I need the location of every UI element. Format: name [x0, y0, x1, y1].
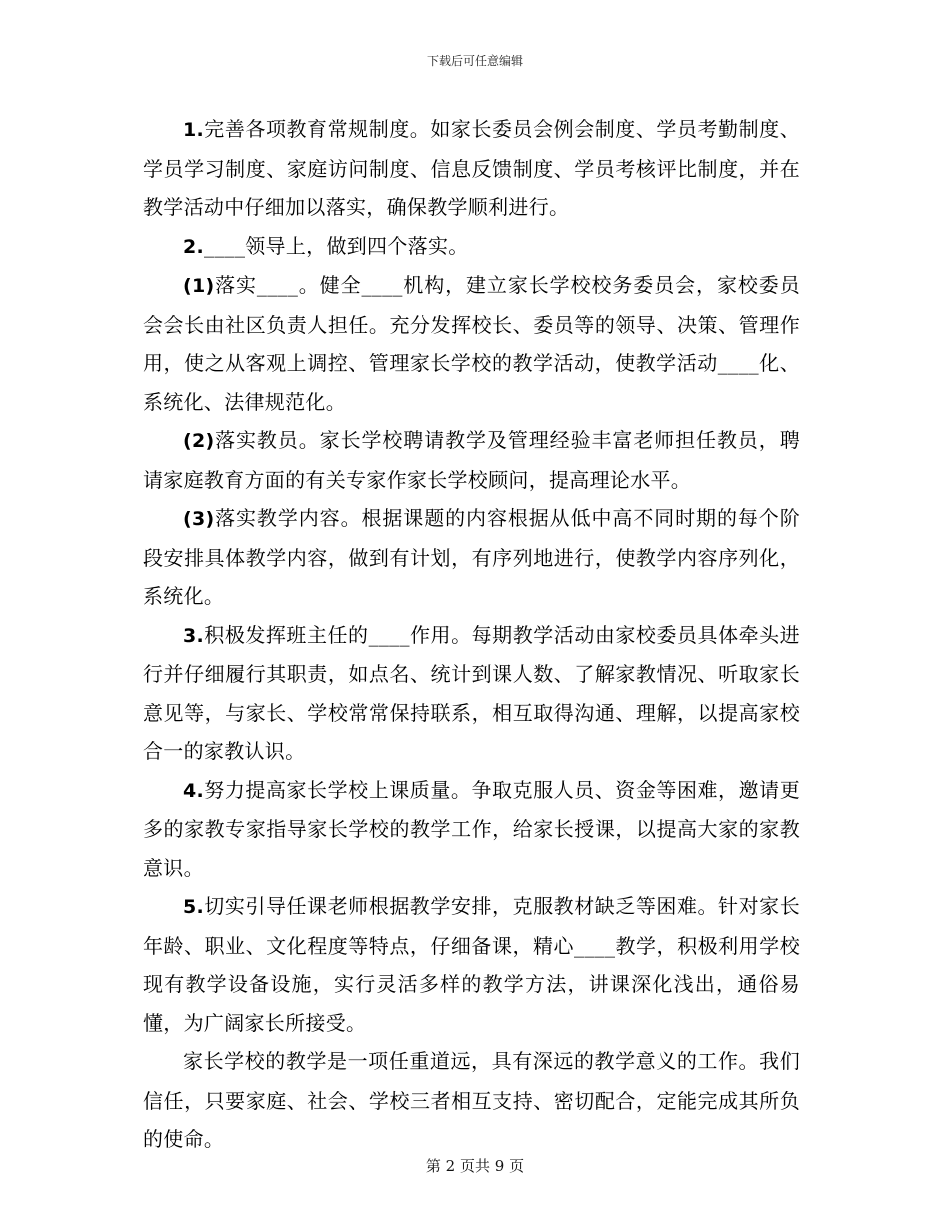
paragraph-subitem-1 — [143, 266, 800, 421]
paragraph-item-2 — [143, 227, 800, 267]
paragraph-text: 切实引导任课老师根据教学安排，克服教材缺乏等困难。针对家长年龄、职业、文化程度等特点，仔细备课，精心____教学，积极利用学校现有教学设备设施，实行灵活多样的教学方法，讲课深化浅出，通俗易懂，为广阔家长所接受。 — [143, 894, 800, 1035]
paragraph-item-3 — [143, 616, 800, 771]
paragraph-item-4 — [143, 771, 800, 888]
item-number: (3) — [183, 508, 215, 530]
item-number: (1) — [183, 275, 215, 297]
paragraph-subitem-2 — [143, 421, 800, 499]
item-number: 3. — [183, 624, 205, 647]
paragraph-text: 落实教学内容。根据课题的内容根据从低中高不同时期的每个阶段安排具体教学内容，做到有计划，有序列地进行，使教学内容序列化，系统化。 — [143, 506, 800, 608]
paragraph-item-1 — [143, 110, 800, 227]
paragraph-text: 落实____。健全____机构，建立家长学校校务委员会，家校委员会会长由社区负责人担任。充分发挥校长、委员等的领导、决策、管理作用，使之从客观上调控、管理家长学校的教学活动，使教学活动____化、系统化、法律规范化。 — [143, 273, 800, 414]
paragraph-text: 家长学校的教学是一项任重道远，具有深远的教学意义的工作。我们信任，只要家庭、社会、学校三者相互支持、密切配合，定能完成其所负的使命。 — [143, 1049, 800, 1151]
item-number: 4. — [183, 779, 205, 802]
paragraph-text: 积极发挥班主任的____作用。每期教学活动由家校委员具体牵头进行并仔细履行其职责，如点名、统计到课人数、了解家教情况、听取家长意见等，与家长、学校常常保持联系，相互取得沟通、理解，以提高家校合一的家教认识。 — [143, 622, 800, 763]
page-header: 下载后可任意编辑 — [426, 54, 523, 68]
paragraph-text: 完善各项教育常规制度。如家长委员会例会制度、学员考勤制度、学员学习制度、家庭访问制度、信息反馈制度、学员考核评比制度，并在教学活动中仔细加以落实，确保教学顺利进行。 — [143, 117, 800, 219]
item-number: 5. — [183, 896, 205, 918]
item-number: 1. — [183, 119, 205, 141]
item-number: (2) — [183, 430, 215, 452]
item-number: 2. — [183, 235, 205, 258]
document-body — [143, 110, 800, 1159]
paragraph-conclusion — [143, 1042, 800, 1159]
paragraph-text: 落实教员。家长学校聘请教学及管理经验丰富老师担任教员，聘请家庭教育方面的有关专家作家长学校顾问，提高理论水平。 — [143, 428, 800, 492]
page-number-footer: 第 2 页共 9 页 — [425, 1157, 525, 1175]
paragraph-text: 努力提高家长学校上课质量。争取克服人员、资金等困难，邀请更多的家教专家指导家长学校的教学工作，给家长授课，以提高大家的家教意识。 — [143, 777, 800, 880]
paragraph-text: ____领导上，做到四个落实。 — [204, 233, 469, 258]
paragraph-item-5 — [143, 887, 800, 1042]
paragraph-subitem-3 — [143, 499, 800, 616]
